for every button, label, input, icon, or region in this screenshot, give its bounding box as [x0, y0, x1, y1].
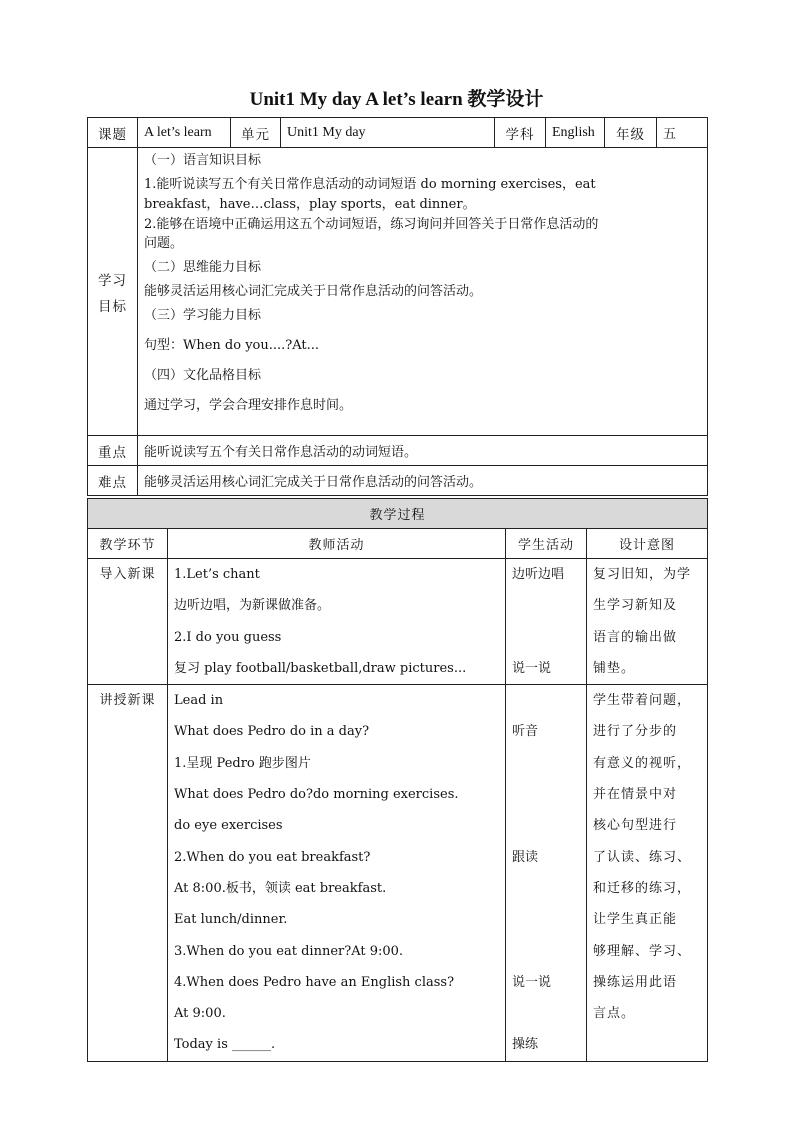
stage-cell: 导入新课: [88, 559, 168, 685]
objective-text: 通过学习，学会合理安排作息时间。: [144, 398, 353, 413]
header-stage: 教学环节: [88, 529, 168, 559]
header-intent: 设计意图: [587, 529, 708, 559]
stage-cell: 讲授新课: [88, 685, 168, 1062]
header-teacher: 教师活动: [168, 529, 506, 559]
key-points-row: [88, 436, 708, 466]
unit-value: Unit1 My day: [281, 118, 495, 148]
design-intent-cell: 复习旧知，为学 生学习新知及 语言的输出做 铺垫。: [587, 559, 708, 685]
difficulties-row: [88, 466, 708, 496]
page-title: Unit1 My day A let’s learn 教学设计: [249, 89, 544, 110]
process-title-row: [88, 499, 708, 529]
lesson-info-table: [87, 117, 708, 496]
process-row-intro: [88, 559, 708, 685]
objective-text: 问题。: [144, 236, 184, 251]
objective-heading: （二）思维能力目标: [144, 260, 262, 275]
objective-text: 1.能听说读写五个有关日常作息活动的动词短语 do morning exercises，eat: [144, 177, 596, 192]
unit-label: 单元: [231, 118, 281, 148]
header-student: 学生活动: [506, 529, 587, 559]
teacher-activity-cell: 1.Let’s chant 边听边唱，为新课做准备。 2.I do you guess 复习 play football/basketball,draw pictures...: [168, 559, 506, 685]
design-intent-cell: 学生带着问题， 进行了分步的 有意义的视听， 并在情景中对 核心句型进行 了认读、练习、 和迁移的练习， 让学生真正能 够理解、学习、 操练运用此语 言点。: [587, 685, 708, 1062]
key-points-label: 重点: [88, 436, 138, 466]
key-points-value: 能听说读写五个有关日常作息活动的动词短语。: [138, 436, 708, 466]
objective-heading: （一）语言知识目标: [144, 153, 262, 168]
objective-text: 2.能够在语境中正确运用这五个动词短语，练习询问并回答关于日常作息活动的: [144, 217, 599, 232]
process-title: 教学过程: [88, 499, 708, 529]
objective-heading: （三）学习能力目标: [144, 308, 262, 323]
info-row: [88, 118, 708, 148]
objectives-content: [138, 148, 708, 436]
objective-heading: （四）文化品格目标: [144, 368, 262, 383]
subject-label: 学科: [495, 118, 546, 148]
grade-value: 五: [657, 118, 708, 148]
objective-text: 句型：When do you....?At...: [144, 338, 320, 353]
objectives-row: [88, 148, 708, 436]
process-header-row: [88, 529, 708, 559]
course-label: 课题: [88, 118, 138, 148]
objective-text: breakfast，have…class，play sports，eat dinner。: [144, 197, 476, 212]
difficulties-label: 难点: [88, 466, 138, 496]
student-activity-cell: 听音 跟读 说一说 操练: [506, 685, 587, 1062]
subject-value: English: [546, 118, 605, 148]
difficulties-value: 能够灵活运用核心词汇完成关于日常作息活动的问答活动。: [138, 466, 708, 496]
course-value: A let’s learn: [138, 118, 231, 148]
objectives-label: 学习 目标: [88, 148, 138, 436]
grade-label: 年级: [605, 118, 657, 148]
process-row-new-lesson: [88, 685, 708, 1062]
student-activity-cell: 边听边唱 说一说: [506, 559, 587, 685]
teacher-activity-cell: Lead in What does Pedro do in a day? 1.呈现 Pedro 跑步图片 What does Pedro do?do morning exercises. do eye exercises 2.When do you eat breakfast? At 8:00.板书，领读 eat breakfast. Eat lunch/dinner. 3.When do you eat dinner?At 9:00. 4.When does Pedro have an English class? At 9:00. Today is ______.: [168, 685, 506, 1062]
teaching-process-table: [87, 498, 708, 1062]
objective-text: 能够灵活运用核心词汇完成关于日常作息活动的问答活动。: [144, 284, 483, 299]
